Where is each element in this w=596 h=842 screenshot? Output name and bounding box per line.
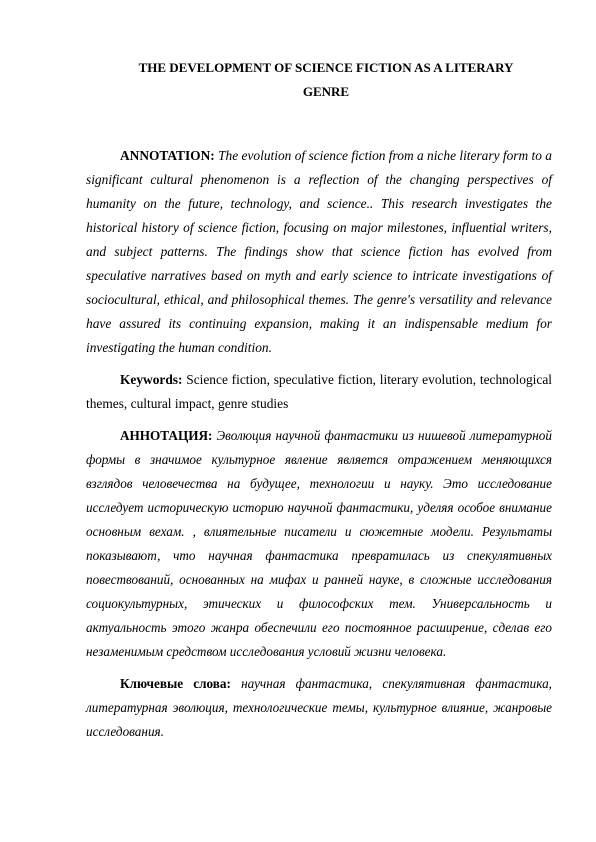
- paper-title: [100, 56, 552, 104]
- annotation-ru-label: АННОТАЦИЯ:: [120, 428, 217, 443]
- keywords-label: Keywords:: [120, 372, 187, 387]
- keywords-ru-paragraph: [86, 672, 552, 744]
- keywords-ru-text: научная фантастика, спекулятивная фантастика, литературная эволюция, технологические темы, культурное влияние, жанровые исследования.: [86, 676, 552, 739]
- annotation-label: ANNOTATION:: [120, 148, 219, 163]
- paper-title-line-2: GENRE: [302, 84, 350, 99]
- keywords-text: Science fiction, speculative fiction, literary evolution, technological themes, cultural impact, genre studies: [86, 372, 552, 411]
- annotation-text: The evolution of science fiction from a niche literary form to a significant cultural phenomenon is a reflection of the changing perspectives of humanity on the future, technology, and science.. This research investigates the historical history of science fiction, focusing on major milestones, influential writers, and subject patterns. The findings show that science fiction has evolved from speculative narratives based on myth and early science to intricate investigations of sociocultural, ethical, and philosophical themes. The genre's versatility and relevance have assured its continuing expansion, making it an indispensable medium for investigating the human condition.: [86, 148, 553, 355]
- keywords-paragraph: [86, 368, 552, 416]
- keywords-ru-label: Ключевые слова:: [120, 676, 242, 691]
- paper-title-line-1: THE DEVELOPMENT OF SCIENCE FICTION AS A LITERARY: [138, 60, 514, 75]
- annotation-ru-paragraph: [86, 424, 552, 664]
- annotation-ru-text: Эволюция научной фантастики из нишевой литературной формы в значимое культурное явление является отражением меняющихся взглядов человечества на будущее, технологии и науку. Это исследование исследует историческую историю научной фантастики, уделяя особое внимание основным вехам. , влиятельные писатели и сюжетные модели. Результаты показывают, что научная фантастика превратилась из спекулятивных повествований, основанных на мифах и ранней науке, в сложные исследования социокультурных, этических и философских тем. Универсальность и актуальность этого жанра обеспечили его постоянное расширение, сделав его незаменимым средством исследования условий жизни человека.: [86, 428, 552, 659]
- annotation-paragraph: [86, 144, 552, 360]
